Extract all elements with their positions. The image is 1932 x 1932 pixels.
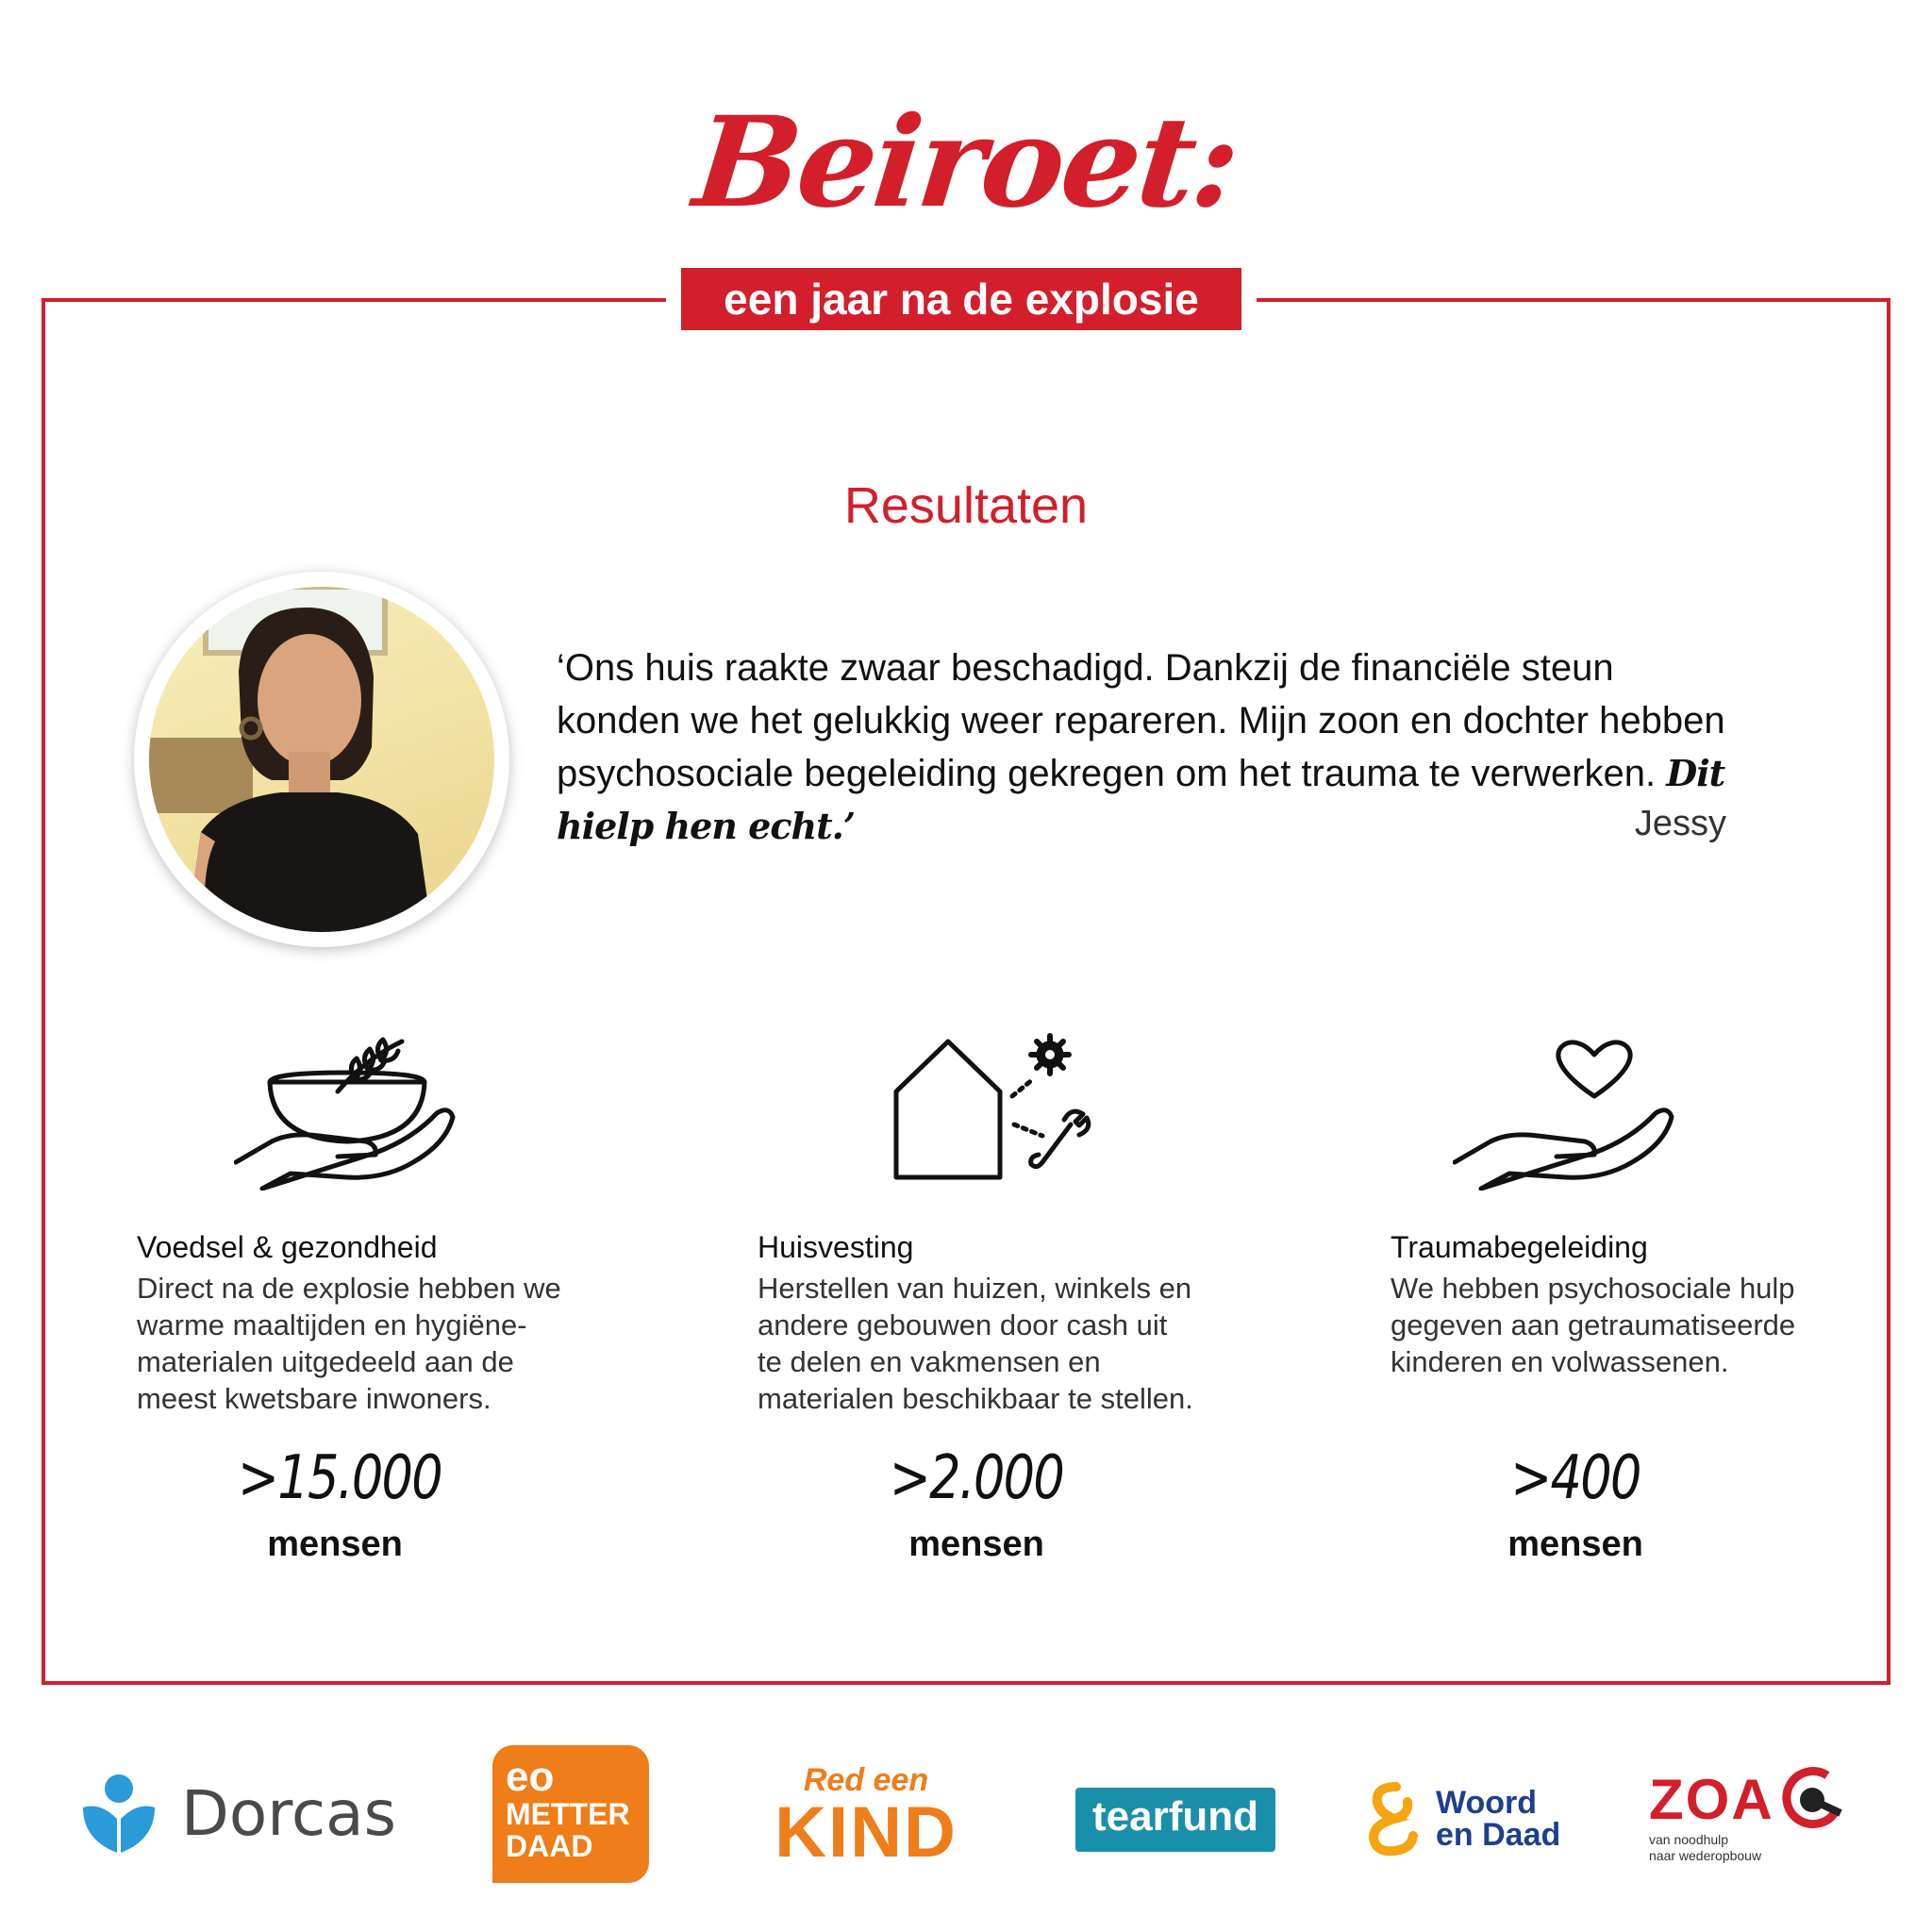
text-line: warme maaltijden en hygiëne- (137, 1308, 527, 1341)
text-line: meest kwetsbare inwoners. (137, 1382, 491, 1415)
woord-en-daad-logo (1368, 1781, 1560, 1857)
eo-metterdaad-logo (492, 1745, 649, 1883)
stat-number-food: >15.000 (237, 1443, 442, 1513)
text-line: kinderen en volwassenen. (1391, 1345, 1729, 1378)
woord-line: Woord (1436, 1785, 1538, 1821)
eo-metterdaad-box (492, 1745, 649, 1883)
zoa-wordmark: ZOA (1649, 1767, 1774, 1831)
house-repair-icon (891, 1030, 1094, 1181)
quote-author: Jessy (1634, 804, 1726, 843)
text-line: We hebben psychosociale hulp (1391, 1272, 1795, 1305)
dorcas-logo (81, 1774, 396, 1853)
red-een-kind-logo (762, 1762, 970, 1873)
eo-wordmark: eo (506, 1754, 555, 1800)
zoa-logo (1649, 1766, 1844, 1864)
stat-unit-food: mensen (267, 1524, 403, 1564)
kind-wordmark: KIND (774, 1792, 958, 1873)
tearfund-wordmark: tearfund (1075, 1788, 1275, 1852)
tearfund-logo (1075, 1788, 1275, 1852)
column-title-food: Voedsel & gezondheid (137, 1230, 438, 1264)
subtitle-banner: een jaar na de explosie (681, 268, 1241, 330)
woord-en-daad-symbol-icon (1368, 1781, 1421, 1857)
text-line: andere gebouwen door cash uit (758, 1308, 1168, 1341)
stat-number-housing: >2.000 (889, 1443, 1064, 1513)
eo-daad: DAAD (506, 1829, 593, 1863)
portrait-avatar (134, 572, 509, 947)
zoa-tagline-1: van noodhulp (1649, 1832, 1729, 1847)
portrait-photo (149, 587, 494, 932)
stat-unit-trauma: mensen (1507, 1524, 1643, 1564)
dorcas-figure-icon (81, 1774, 157, 1853)
zoa-tagline-2: naar wederopbouw (1649, 1848, 1762, 1863)
text-line: te delen en vakmensen en (758, 1345, 1101, 1378)
zoa-circle-icon (1778, 1766, 1844, 1832)
eo-metter: METTER (506, 1797, 630, 1831)
text-line: materialen uitgedeeld aan de (137, 1345, 514, 1378)
stat-unit-housing: mensen (908, 1524, 1044, 1564)
column-text-housing (758, 1270, 1286, 1417)
column-text-trauma (1391, 1270, 1881, 1380)
column-text-food (137, 1270, 665, 1417)
en-daad-line: en Daad (1436, 1817, 1561, 1853)
hand-heart-icon (1453, 1040, 1679, 1191)
quote-text: ‘Ons huis raakte zwaar beschadigd. Dankzij de financiële steun konden we het gelukkig weer repareren. Mijn zoon en dochter hebben psychosociale begeleiding gekregen om het trauma te verwerken. (557, 647, 1725, 794)
dorcas-wordmark: Dorcas (181, 1776, 397, 1850)
text-line: gegeven aan getraumatiseerde (1391, 1308, 1796, 1341)
column-title-housing: Huisvesting (758, 1230, 914, 1264)
text-line: materialen beschikbaar te stellen. (758, 1382, 1193, 1415)
stat-number-trauma: >400 (1510, 1443, 1641, 1513)
page-title: Beiroet: (688, 90, 1244, 236)
hand-bowl-wheat-icon (234, 1030, 460, 1191)
section-title: Resultaten (843, 477, 1089, 534)
text-line: Herstellen van huizen, winkels en (758, 1272, 1192, 1305)
red-een-top: Red een (803, 1762, 929, 1798)
text-line: Direct na de explosie hebben we (137, 1272, 561, 1305)
column-title-trauma: Traumabegeleiding (1391, 1230, 1648, 1264)
woord-en-daad-text (1436, 1787, 1560, 1851)
quote-script-ending: Dit hielp hen echt.’ (557, 752, 1725, 847)
